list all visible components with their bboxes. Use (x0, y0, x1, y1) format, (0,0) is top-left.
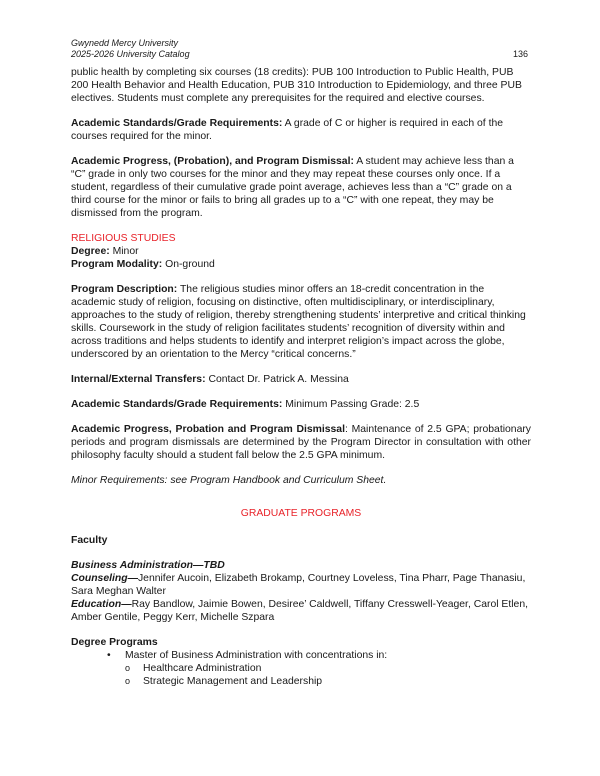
list-item: o Healthcare Administration (125, 662, 531, 675)
page-content (71, 66, 531, 688)
transfers-text: Contact Dr. Patrick A. Messina (205, 374, 349, 385)
transfers-paragraph (71, 373, 531, 386)
list-item (107, 649, 531, 688)
counseling-names: Jennifer Aucoin, Elizabeth Brokamp, Courtney Loveless, Tina Pharr, Page Thanasiu, Sara Meghan Walter (71, 573, 526, 597)
religious-section (71, 232, 531, 271)
modality-label: Program Modality: (71, 259, 163, 270)
degree-label: Degree: (71, 246, 110, 257)
education-faculty (71, 598, 531, 624)
catalog-name: 2025-2026 University Catalog (71, 49, 190, 59)
ph-standards-label: Academic Standards/Grade Requirements: (71, 118, 283, 129)
degree-value: Minor (109, 246, 139, 257)
degree-programs-heading: Degree Programs (71, 637, 158, 648)
rs-progress-paragraph (71, 423, 531, 462)
concentration-list (125, 662, 531, 688)
ph-progress-label: Academic Progress, (Probation), and Program Dismissal: (71, 156, 354, 167)
page-number: 136 (513, 49, 529, 59)
rs-standards-label: Academic Standards/Grade Requirements: (71, 399, 283, 410)
public-health-paragraph: public health by completing six courses (18 credits): PUB 100 Introduction to Public Health, PUB 200 Health Behavior and Health Education, PUB 310 Introduction to Epidemiology, and three PUB electives. Students must complete any prerequisites for the required and elective courses. (71, 67, 522, 104)
institution-name: Gwynedd Mercy University (71, 38, 179, 48)
faculty-list (71, 559, 531, 624)
modality-value: On-ground (162, 259, 215, 270)
list-item: o Strategic Management and Leadership (125, 675, 531, 688)
page-header (71, 38, 190, 60)
graduate-programs-title: GRADUATE PROGRAMS (240, 508, 362, 519)
ph-progress-paragraph (71, 155, 531, 220)
degree-line (71, 245, 531, 258)
religious-title: RELIGIOUS STUDIES (71, 233, 176, 244)
business-faculty: Business Administration—TBD (71, 560, 225, 571)
counseling-label: Counseling— (71, 573, 138, 584)
faculty-heading: Faculty (71, 535, 108, 546)
description-label: Program Description: (71, 284, 178, 295)
rs-standards-paragraph (71, 398, 531, 411)
degree-programs-list (71, 649, 531, 688)
modality-line (71, 258, 531, 271)
education-label: Education— (71, 599, 132, 610)
description-paragraph (71, 283, 531, 361)
program-name: Master of Business Administration with concentrations in: (125, 650, 388, 661)
ph-progress-text: A student may achieve less than a “C” grade in only two courses for the minor and they may repeat these courses only once. If a student, regardless of their cumulative grade point average, achieves less than a “C” grade on a third course for the minor or fails to bring all grades up to a “C” with one repeat, they may be dismissed from the program. (71, 156, 514, 219)
description-text: The religious studies minor offers an 18-credit concentration in the academic study of religion, focusing on distinctive, often multidisciplinary, or interdisciplinary, approaches to the study of religion, thereby strengthening students’ interpretive and critical thinking skills. Coursework in the study of religion facilitates students’ recognition of diversity within and across traditions and helps students to identify and interpret religion’s impact across the globe, underscored by an orientation to the Mercy “critical concerns.” (71, 284, 526, 360)
transfers-label: Internal/External Transfers: (71, 374, 206, 385)
education-names: Ray Bandlow, Jaimie Bowen, Desiree’ Caldwell, Tiffany Cresswell-Yeager, Carol Etlen, Amber Gentile, Peggy Kerr, Michelle Szpara (71, 599, 528, 623)
rs-standards-text: Minimum Passing Grade: 2.5 (282, 399, 420, 410)
counseling-faculty (71, 572, 531, 598)
rs-progress-text: : Maintenance of 2.5 GPA; probationary periods and program dismissals are determined by the Program Director in consultation with other philosophy faculty should a student fall below the 2.5 GPA minimum. (71, 424, 532, 461)
ph-standards-text: A grade of C or higher is required in each of the courses required for the minor. (71, 118, 504, 142)
rs-progress-label: Academic Progress, Probation and Program Dismissal (71, 424, 345, 435)
ph-standards-paragraph (71, 117, 531, 143)
minor-requirements: Minor Requirements: see Program Handbook and Curriculum Sheet. (71, 475, 387, 486)
